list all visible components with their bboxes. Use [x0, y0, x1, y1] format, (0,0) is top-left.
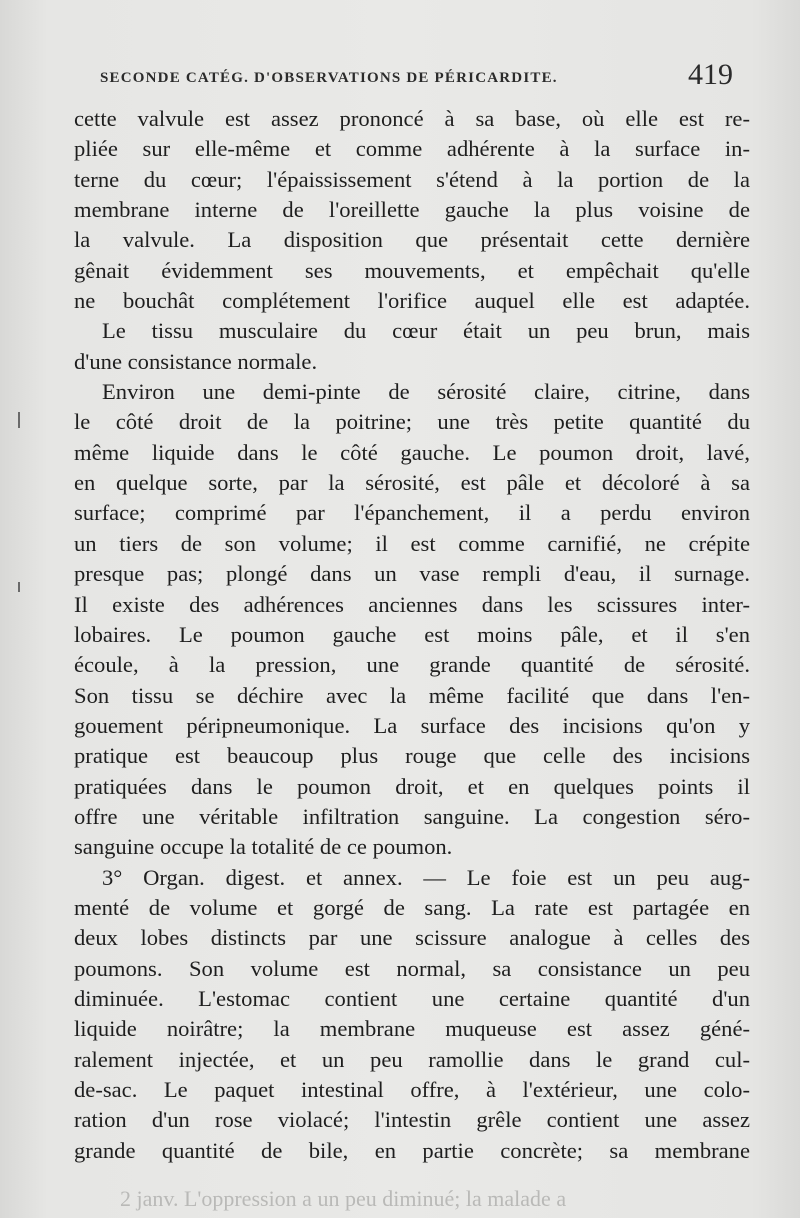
text-line: Le tissu musculaire du cœur était un peu brun, mais	[102, 318, 750, 344]
text-line: cette valvule est assez prononcé à sa base, où elle est re-	[74, 106, 750, 131]
text-line: ne bouchât complétement l'orifice auquel elle est adaptée.	[74, 288, 750, 314]
text-line: de-sac. Le paquet intestinal offre, à l'extérieur, une colo-	[74, 1077, 750, 1102]
text-line: menté de volume et gorgé de sang. La rate est partagée en	[74, 894, 750, 920]
text-line: pratiquées dans le poumon droit, et en quelques points il	[74, 773, 750, 799]
text-line: Environ une demi-pinte de sérosité claire, citrine, dans	[102, 379, 750, 405]
text-line: grande quantité de bile, en partie concrète; sa membrane	[74, 1137, 750, 1163]
text-line: gênait évidemment ses mouvements, et empêchait qu'elle	[74, 257, 750, 283]
text-line: écoule, à la pression, une grande quantité de sérosité.	[74, 652, 750, 678]
text-line: d'une consistance normale.	[74, 348, 318, 374]
text-line: un tiers de son volume; il est comme carnifié, ne crépite	[74, 530, 750, 556]
page-header	[0, 58, 800, 102]
text-line: diminuée. L'estomac contient une certaine quantité d'un	[74, 985, 750, 1011]
text-line: le côté droit de la poitrine; une très petite quantité du	[74, 409, 750, 435]
text-line: en quelque sorte, par la sérosité, est pâle et décoloré à sa	[74, 470, 750, 496]
text-line: poumons. Son volume est normal, sa consistance un peu	[74, 955, 750, 981]
text-line: Il existe des adhérences anciennes dans les scissures inter-	[74, 591, 750, 617]
text-line: offre une véritable infiltration sanguine. La congestion séro-	[74, 803, 750, 829]
text-line: Son tissu se déchire avec la même facilité que dans l'en-	[74, 682, 750, 708]
text-line: gouement péripneumonique. La surface des incisions qu'on y	[74, 712, 750, 738]
text-line: liquide noirâtre; la membrane muqueuse est assez géné-	[74, 1016, 750, 1042]
body-text	[74, 104, 750, 1166]
bleed-through-text: 2 janv. L'oppression a un peu diminué; la malade a	[120, 1186, 567, 1211]
text-line: 3° Organ. digest. et annex. — Le foie est un peu aug-	[102, 864, 750, 890]
text-line: ralement injectée, et un peu ramollie dans le grand cul-	[74, 1046, 750, 1072]
text-line: surface; comprimé par l'épanchement, il a perdu environ	[74, 500, 750, 526]
running-head: SECONDE CATÉG. D'OBSERVATIONS DE PÉRICARDITE.	[100, 70, 558, 86]
margin-mark	[18, 412, 20, 428]
text-line: pliée sur elle-même et comme adhérente à la surface in-	[74, 136, 750, 162]
text-line: la valvule. La disposition que présentait cette dernière	[74, 227, 750, 253]
text-line: même liquide dans le côté gauche. Le poumon droit, lavé,	[74, 439, 750, 465]
text-line: deux lobes distincts par une scissure analogue à celles des	[74, 925, 750, 951]
page-number: 419	[688, 58, 733, 91]
text-line: lobaires. Le poumon gauche est moins pâle, et il s'en	[74, 621, 750, 647]
text-line: presque pas; plongé dans un vase rempli d'eau, il surnage.	[74, 561, 750, 587]
margin-mark	[18, 582, 20, 592]
text-line: pratique est beaucoup plus rouge que celle des incisions	[74, 743, 750, 769]
text-line: ration d'un rose violacé; l'intestin grêle contient une assez	[74, 1107, 750, 1133]
text-line: terne du cœur; l'épaississement s'étend à la portion de la	[74, 166, 750, 192]
text-line: sanguine occupe la totalité de ce poumon.	[74, 834, 453, 860]
text-line: membrane interne de l'oreillette gauche la plus voisine de	[74, 197, 750, 223]
